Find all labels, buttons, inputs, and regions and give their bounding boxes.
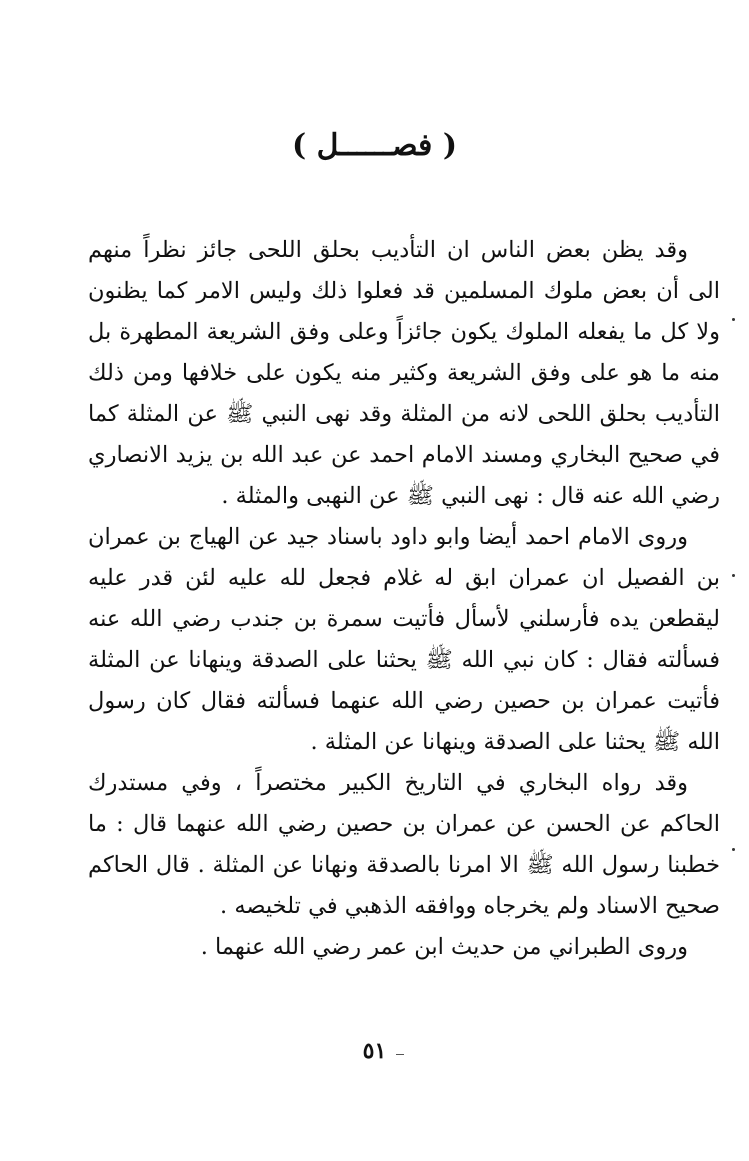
edge-speck: [732, 318, 735, 321]
paragraph-3: وقد رواه البخاري في التاريخ الكبير مختصراً ، وفي مستدرك الحاكم عن الحسن عن عمران بن حصين رضي الله عنهما قال : ما خطبنا رسول الله ﷺ الا امرنا بالصدقة ونهانا عن المثلة . قال الحاكم صحيح الاسناد ولم يخرجاه ووافقه الذهبي في تلخيصه .: [88, 770, 720, 919]
edge-speck: [732, 574, 735, 577]
scan-mark: [396, 1054, 404, 1055]
section-heading: ( فصــــــل ): [291, 128, 458, 163]
body-text: [88, 230, 720, 968]
edge-speck: [732, 848, 735, 851]
paragraph-4: وروى الطبراني من حديث ابن عمر رضي الله عنهما .: [200, 934, 688, 960]
page-number: ٥١: [362, 1038, 387, 1064]
paragraph-1: وقد يظن بعض الناس ان التأديب بحلق اللحى جائز نظراً منهم الى أن بعض ملوك المسلمين قد فعلوا ذلك وليس الامر كما يظنون ولا كل ما يفعله الملوك يكون جائزاً وعلى وفق الشريعة المطهرة بل منه ما هو على وفق الشريعة وكثير منه يكون على خلافها ومن ذلك التأديب بحلق اللحى لانه من المثلة وقد نهى النبي ﷺ عن المثلة كما في صحيح البخاري ومسند الامام احمد عن عبد الله بن يزيد الانصاري رضي الله عنه قال : نهى النبي ﷺ عن النهبى والمثلة .: [88, 237, 720, 509]
paragraph-2: وروى الامام احمد أيضا وابو داود باسناد جيد عن الهياج بن عمران بن الفصيل ان عمران ابق له غلام فجعل لله عليه لئن قدر عليه ليقطعن يده فأرسلني لأسأل فأتيت سمرة بن جندب رضي الله عنه فسألته فقال : كان نبي الله ﷺ يحثنا على الصدقة وينهانا عن المثلة فأتيت عمران بن حصين رضي الله عنهما فسألته فقال كان رسول الله ﷺ يحثنا على الصدقة وينهانا عن المثلة .: [88, 524, 720, 755]
